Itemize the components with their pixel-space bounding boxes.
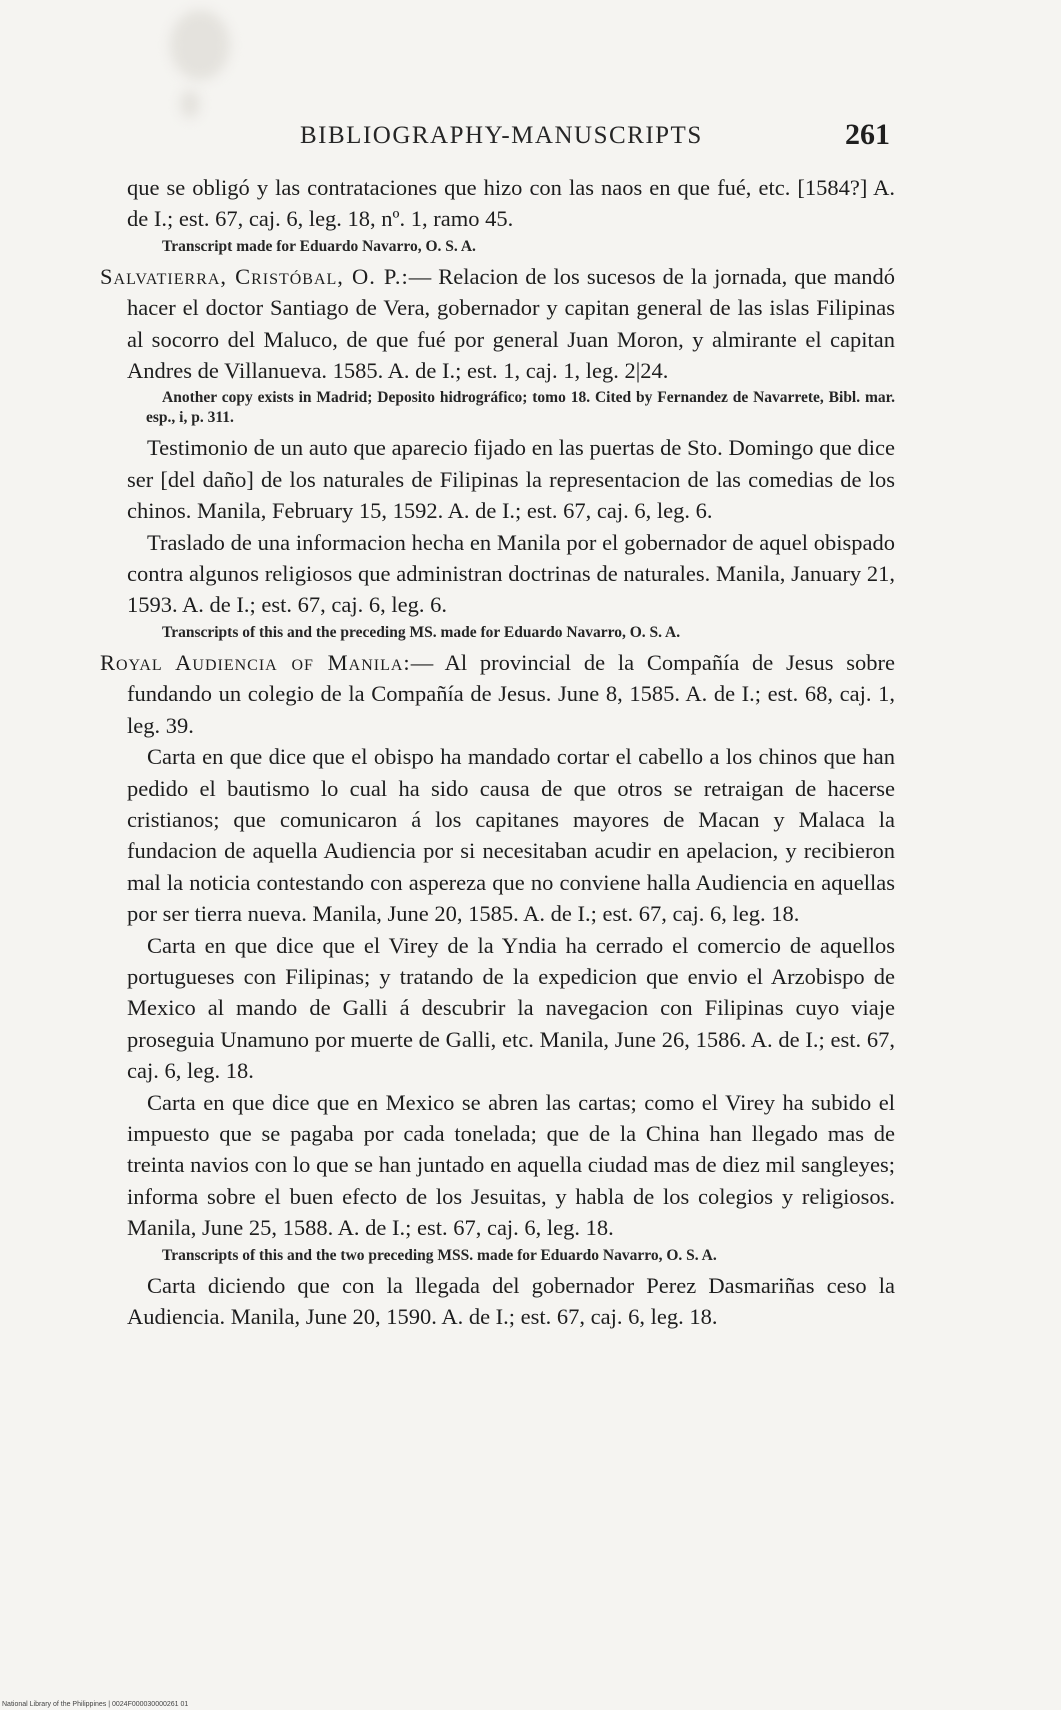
entry-paragraph: Carta diciendo que con la llegada del gobernador Perez Dasmariñas ceso la Audiencia. Manila, June 20, 1590. A. de I.; est. 67, caj. 6, leg. 18. [127,1272,895,1329]
entry-text: — Relacion de los sucesos de la jornada, que mandó hacer el doctor Santiago de Vera, gobernador y capitan general de las islas Filipinas al socorro del Maluco, de que fué por general Juan Moron, y almirante el capitan Andres de Villanueva. 1585. A. de I.; est. 1, caj. 1, leg. 2|24. [127,263,895,384]
author-name: Royal Audiencia of Manila: [100,649,411,675]
page-header [300,116,890,156]
scan-credit: National Library of the Philippines | 0024F000030000261 01 [2,1701,189,1708]
bibliography-body [100,172,895,1332]
entry-continuation: que se obligó y las contrataciones que hizo con las naos en que fué, etc. [1584?] A. de I.; est. 67, caj. 6, leg. 18, nº. 1, ramo 45. [127,175,895,232]
entry-paragraph: Testimonio de un auto que aparecio fijado en las puertas de Sto. Domingo que dice ser [del daño] de los naturales de Filipinas la representacion de las comedias de los chinos. Manila, February 15, 1592. A. de I.; est. 67, caj. 6, leg. 6. [127,435,895,524]
author-entry [100,261,895,387]
author-entry [100,647,895,741]
page-number: 261 [845,118,890,151]
entry-paragraph: Carta en que dice que el Virey de la Yndia ha cerrado el comercio de aquellos portugueses con Filipinas; y tratando de la expedicion que envio el Arzobispo de Mexico al mando de Galli á descubrir la navegacion con Filipinas cuyo viaje proseguia Unamuno por muerte de Galli, etc. Manila, June 26, 1586. A. de I.; est. 67, caj. 6, leg. 18. [127,932,895,1084]
running-head: BIBLIOGRAPHY-MANUSCRIPTS [300,122,703,149]
entry-paragraph: Carta en que dice que en Mexico se abren las cartas; como el Virey ha subido el impuesto que se pagaba por cada tonelada; que de la China han llegado mas de treinta navios con lo que se han juntado en aquella ciudad mas de diez mil sangleyes; informa sobre el buen efecto de los Jesuitas, y habla de los colegios y religiosos. Manila, June 25, 1588. A. de I.; est. 67, caj. 6, leg. 18. [127,1089,895,1241]
paper-stain [180,90,200,118]
citation-note: Another copy exists in Madrid; Deposito hidrográfico; tomo 18. Cited by Fernandez de Navarrete, Bibl. mar. esp., i, p. 311. [146,389,895,427]
entry-paragraph: Traslado de una informacion hecha en Manila por el gobernador de aquel obispado contra algunos religiosos que administran doctrinas de naturales. Manila, January 21, 1593. A. de I.; est. 67, caj. 6, leg. 6. [127,529,895,618]
transcript-note: Transcripts of this and the preceding MS. made for Eduardo Navarro, O. S. A. [162,623,681,641]
entry-paragraph: Carta en que dice que el obispo ha mandado cortar el cabello a los chinos que han pedido el bautismo lo cual ha sido causa de que otros se retraigan de hacerse cristianos; que comunicaron á los capitanes mayores de Macan y Malaca la fundacion de aquella Audiencia por si necesitaban acudir en apelacion, y recibieron mal la noticia contestando con aspereza que no conviene halla Audiencia en aquellas por ser tierra nueva. Manila, June 20, 1585. A. de I.; est. 67, caj. 6, leg. 18. [127,744,895,927]
transcript-note: Transcript made for Eduardo Navarro, O. S. A. [162,237,476,255]
paper-stain [170,10,230,80]
entry-text: — Al provincial de la Compañía de Jesus sobre fundando un colegio de la Compañía de Jesus. June 8, 1585. A. de I.; est. 68, caj. 1, leg. 39. [127,649,895,738]
author-name: Salvatierra, Cristóbal, O. P.: [100,263,409,289]
transcript-note: Transcripts of this and the two preceding MSS. made for Eduardo Navarro, O. S. A. [162,1246,717,1264]
